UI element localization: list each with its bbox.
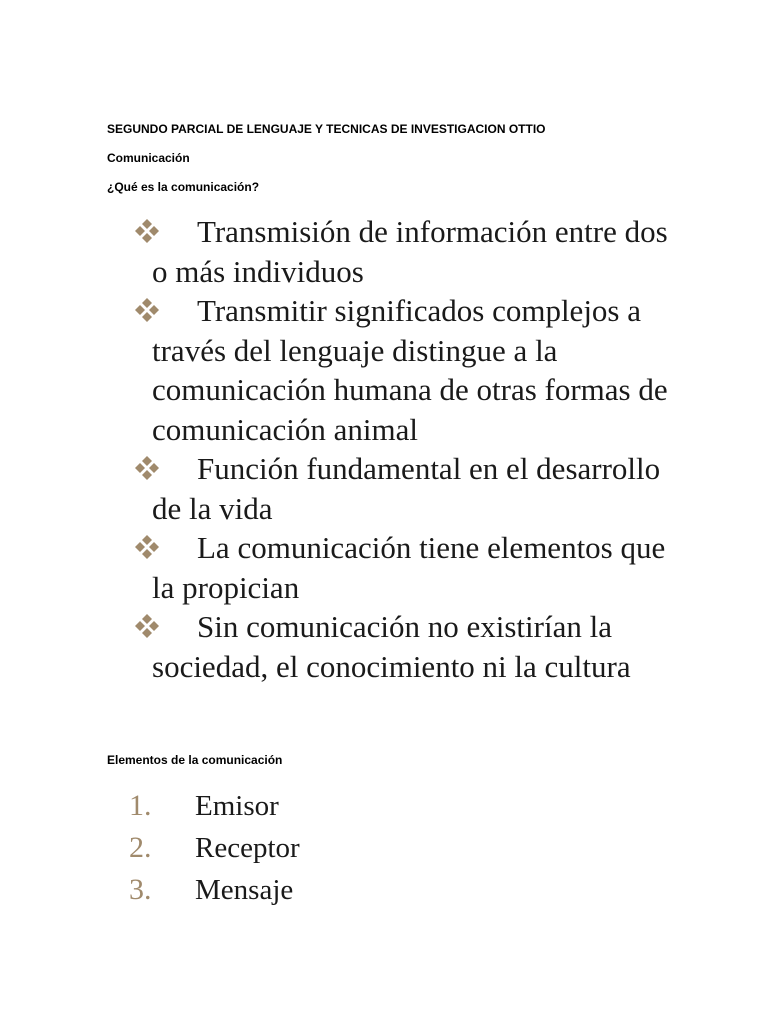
list-item (129, 869, 300, 911)
bullet-text: Transmitir significados complejos a través del lenguaje distingue a la comunicación humana de otras formas de comunicación animal (152, 293, 668, 447)
diamond-bullet-icon (133, 613, 177, 639)
bullet-item (133, 291, 673, 449)
list-number: 2. (129, 831, 152, 864)
list-label: Receptor (195, 832, 300, 864)
bullet-text: Transmisión de información entre dos o más individuos (152, 214, 668, 289)
bullet-text: La comunicación tiene elementos que la propician (152, 530, 666, 605)
elements-heading: Elementos de la comunicación (107, 753, 283, 767)
list-number: 1. (129, 789, 152, 822)
question-heading: ¿Qué es la comunicación? (107, 180, 260, 194)
diamond-bullet-icon (133, 534, 177, 560)
numbered-list (129, 785, 300, 911)
bullet-item (133, 449, 673, 528)
bullet-text: Sin comunicación no existirían la sociedad, el conocimiento ni la cultura (152, 609, 631, 684)
diamond-bullet-icon (133, 297, 177, 323)
list-item (129, 827, 300, 869)
bullet-item (133, 212, 673, 291)
list-label: Emisor (195, 790, 279, 822)
diamond-bullet-icon (133, 455, 177, 481)
bullet-item (133, 528, 673, 607)
list-label: Mensaje (195, 874, 294, 906)
list-number: 3. (129, 873, 152, 906)
bullet-text: Función fundamental en el desarrollo de la vida (152, 451, 661, 526)
bullet-item (133, 607, 673, 686)
document-title: SEGUNDO PARCIAL DE LENGUAJE Y TECNICAS DE INVESTIGACION OTTIO (107, 122, 546, 136)
bullet-list (133, 212, 673, 686)
list-item (129, 785, 300, 827)
section-heading: Comunicación (107, 151, 190, 165)
diamond-bullet-icon (133, 218, 177, 244)
